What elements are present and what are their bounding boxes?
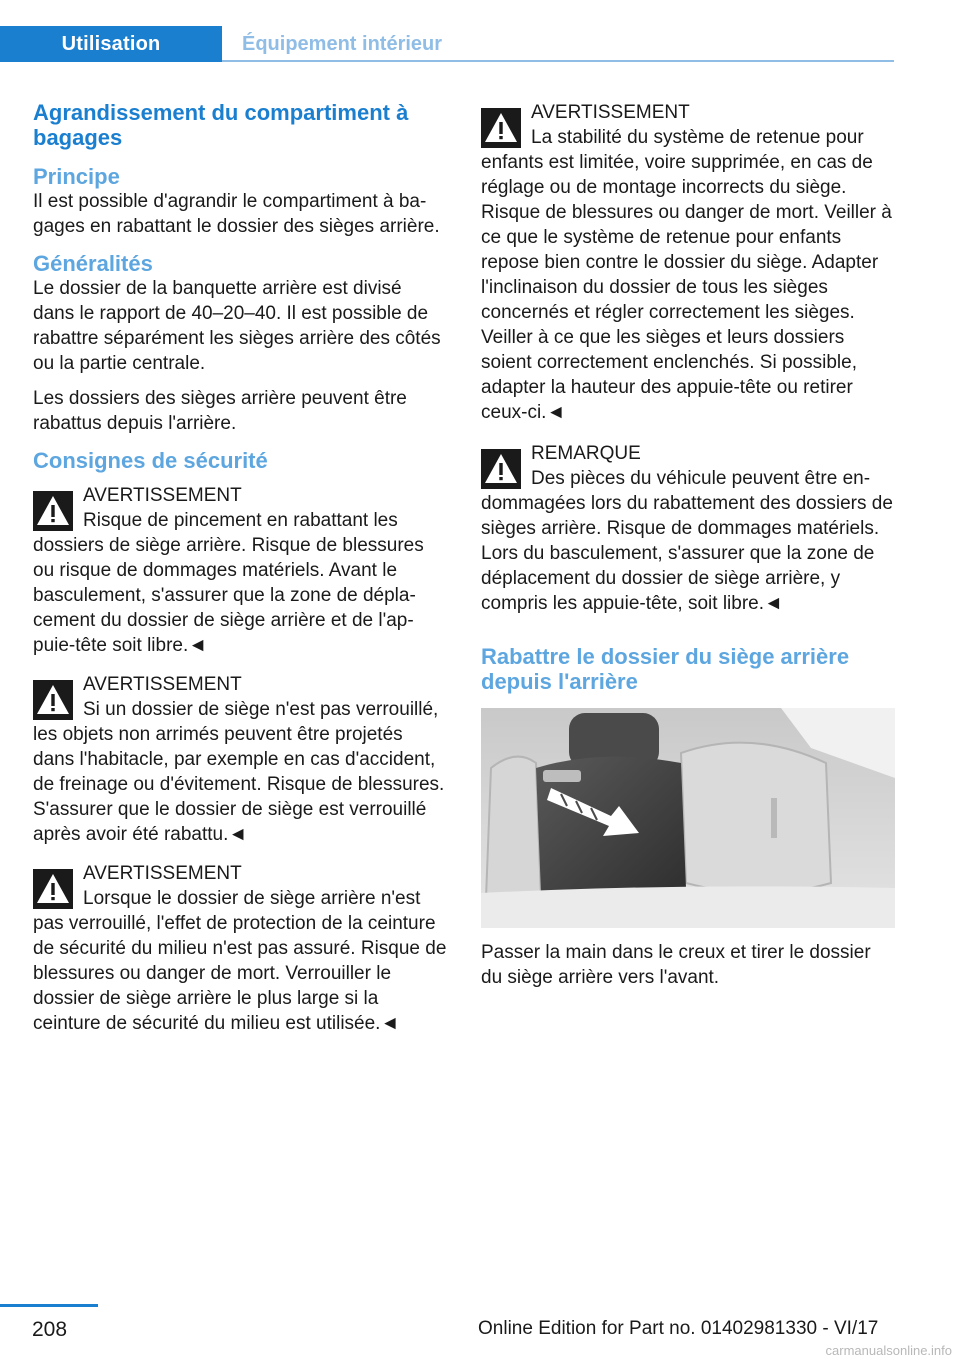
warning-block [33,861,447,1036]
page-header [0,0,960,62]
warning-triangle-icon [33,869,73,909]
principe-text: Il est possible d'agrandir le compartiment à bagages en rabattant le dossier des sièges arrière. [33,191,440,237]
notice-title: REMARQUE [531,443,641,464]
page-number: 208 [32,1318,68,1341]
page-title: Agrandissement du compartiment à bagages [33,100,409,150]
chapter-tab-active: Utilisation [0,26,222,62]
warning-triangle-icon [33,491,73,531]
heading-generalites: Généralités [33,251,153,276]
edition-label: Online Edition for Part no. 01402981330 - VI/17 [478,1318,879,1339]
notice-block [481,441,895,616]
footer-divider [0,1304,98,1307]
watermark: carmanualsonline.info [825,1343,952,1358]
notice-text: Des pièces du véhicule peuvent être endommagées lors du rabattement des dossiers de sièges arrière. Risque de dommages matériels. Lors du basculement, s'assurer que la zone de déplacement du dossier de siège arrière, y compris les appuie-tête, soit libre.◄ [481,468,893,614]
warning-block [33,483,447,658]
warning-text: Lorsque le dossier de siège arrière n'est pas verrouillé, l'effet de protection de la ceinture de sécurité du milieu n'est pas assuré. Risque de blessures ou danger de mort. Verrouiller le dossier de siège arrière le plus large si la ceinture de sécurité du milieu est utilisée.◄ [33,888,447,1034]
chapter-tab-section: Équipement intérieur [242,32,443,55]
left-column [33,100,447,1036]
warning-block [33,672,447,847]
warning-text: Risque de pincement en rabattant les dossiers de siège arrière. Risque de blessures ou risque de dommages matériels. Avant le basculement, s'assurer que la zone de déplacement du dossier de siège arrière et de l'appuie-tête soit libre.◄ [33,510,424,656]
heading-rabattre: Rabattre le dossier du siège arrière depuis l'arrière [481,644,850,694]
warning-title: AVERTISSEMENT [531,102,690,123]
heading-consignes: Consignes de sécurité [33,448,268,473]
warning-block [481,100,895,425]
heading-principe: Principe [33,164,120,189]
rear-seat-photo [481,708,895,928]
right-column [481,100,895,990]
warning-text: Si un dossier de siège n'est pas verrouillé, les objets non arrimés peuvent être projetés dans l'habitacle, par exemple en cas d'accident, de freinage ou d'évitement. Risque de blessures. S'assurer que le dossier de siège est verrouillé après avoir été rabattu.◄ [33,699,445,845]
caption-text: Passer la main dans le creux et tirer le dossier du siège arrière vers l'avant. [481,942,871,988]
warning-title: AVERTISSEMENT [83,863,242,884]
generalites-text-2: Les dossiers des sièges arrière peuvent être rabattus depuis l'arrière. [33,388,407,434]
warning-triangle-icon [33,680,73,720]
warning-title: AVERTISSEMENT [83,674,242,695]
warning-text: La stabilité du système de retenue pour enfants est limitée, voire supprimée, en cas de réglage ou de montage incorrects du siège. Risque de blessures ou danger de mort. Veiller à ce que le système de retenue pour enfants repose bien contre le dossier du siège. Adapter l'inclinaison du dossier de tous les sièges concernés et régler correctement les sièges. Veiller à ce que les sièges et leurs dossiers soient correctement enclenchés. Si possible, adapter la hauteur des appuie-tête ou retirer ceux-ci.◄ [481,127,892,423]
warning-triangle-icon [481,108,521,148]
warning-title: AVERTISSEMENT [83,485,242,506]
header-divider [222,60,894,62]
warning-triangle-icon [481,449,521,489]
generalites-text-1: Le dossier de la banquette arrière est divisé dans le rapport de 40–20–40. Il est possible de rabattre séparément les sièges arrière des côtés ou la partie centrale. [33,278,441,374]
